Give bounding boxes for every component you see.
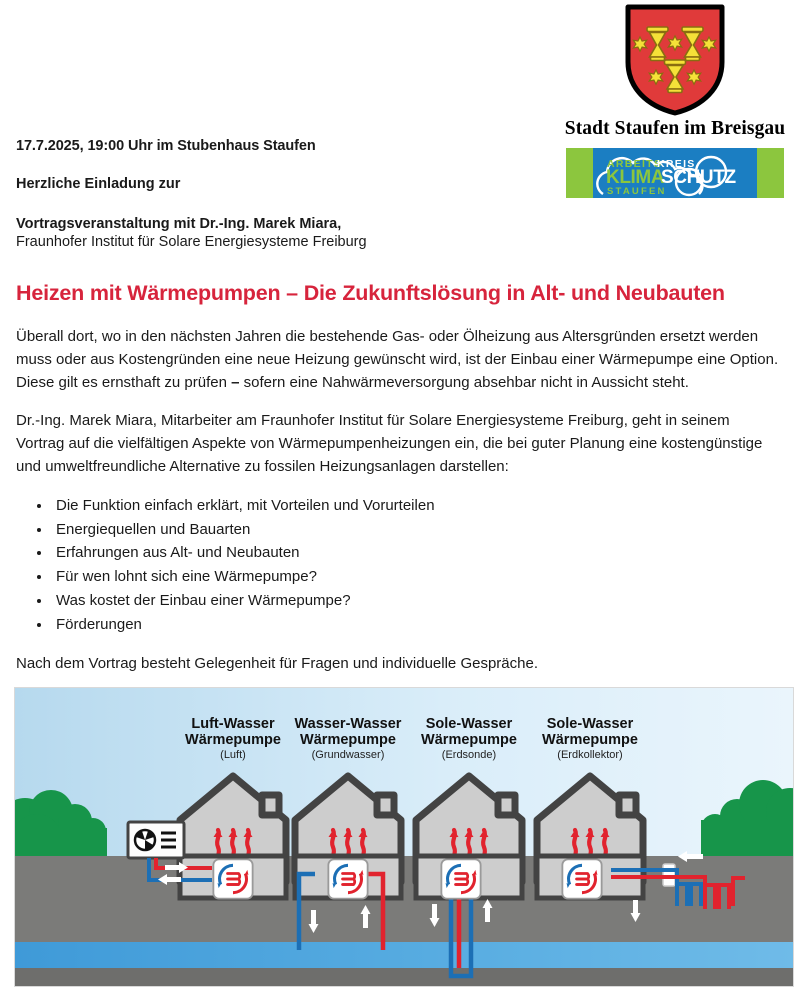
city-coat-of-arms: [625, 4, 725, 116]
speaker-paragraph: Dr.-Ing. Marek Miara, Mitarbeiter am Fraunhofer Institut für Solare Energiesysteme Freiburg, geht in seinem Vortrag auf die vielfältigen Aspekte von Wärmepumpenheizungen ein, die bei guter Planung eine kostengünstige und umweltfreundliche Alternative zu fossilen Heizungsanlagen darstellen:: [16, 412, 763, 475]
heat-pump-icon-4: [562, 859, 601, 898]
crest-icon: [625, 4, 725, 116]
system-title-2b: Wärmepumpe: [300, 732, 396, 748]
invitation-line: Herzliche Einladung zur: [16, 176, 181, 192]
system-title-3a: Sole-Wasser: [425, 716, 513, 732]
intro-paragraph-dash: –: [231, 373, 240, 391]
list-item: Energiequellen und Bauarten: [16, 519, 792, 542]
list-item: Für wen lohnt sich eine Wärmepumpe?: [16, 566, 792, 589]
svg-text:KLIMA: KLIMA: [606, 167, 665, 188]
topic-list: [16, 495, 792, 637]
list-item: Was kostet der Einbau einer Wärmepumpe?: [16, 590, 792, 613]
system-title-1b: Wärmepumpe: [185, 732, 281, 748]
system-title-2a: Wasser-Wasser: [294, 716, 402, 732]
intro-paragraph: [16, 326, 780, 394]
speaker-headline: Vortragsveranstaltung mit Dr.-Ing. Marek Miara,: [16, 216, 342, 232]
flyer-text-content: [16, 138, 792, 675]
intro-paragraph-part-a: Überall dort, wo in den nächsten Jahren die bestehende Gas- oder Ölheizung aus Altersgründen ersetzt werden muss oder aus Kostengründen eine neue Heizung gewünscht wird, ist der Einbau einer Wärmepumpe eine Option. Diese gilt es ernsthaft zu prüfen: [16, 328, 779, 391]
system-source-2: (Grundwasser): [311, 749, 385, 761]
aquifer-layer: [15, 942, 793, 968]
event-date-line: 17.7.2025, 19:00 Uhr im Stubenhaus Staufen: [16, 138, 316, 154]
system-title-3b: Wärmepumpe: [421, 732, 517, 748]
list-item: Erfahrungen aus Alt- und Neubauten: [16, 542, 792, 565]
svg-text:STAUFEN: STAUFEN: [607, 186, 667, 197]
system-title-4b: Wärmepumpe: [542, 732, 638, 748]
heat-pump-diagram: [14, 687, 794, 987]
svg-text:KREIS: KREIS: [657, 158, 696, 170]
svg-text:ARBEITS: ARBEITS: [607, 158, 663, 170]
list-item: Förderungen: [16, 614, 792, 637]
system-source-1: (Luft): [220, 749, 246, 761]
system-title-1a: Luft-Wasser: [191, 716, 275, 732]
page-title: Heizen mit Wärmepumpen – Die Zukunftslösung in Alt- und Neubauten: [16, 281, 725, 305]
heat-pump-icon-1: [213, 859, 252, 898]
system-source-3: (Erdsonde): [441, 749, 497, 761]
heat-pump-diagram-svg: [15, 688, 793, 986]
system-source-4: (Erdkollektor): [557, 749, 623, 761]
heat-pump-icon-3: [441, 859, 480, 898]
system-title-4a: Sole-Wasser: [546, 716, 634, 732]
list-item: Die Funktion einfach erklärt, mit Vorteilen und Vorurteilen: [16, 495, 792, 518]
closing-paragraph: Nach dem Vortrag besteht Gelegenheit für Fragen und individuelle Gespräche.: [16, 654, 538, 672]
bedrock-layer: [15, 968, 793, 986]
heat-pump-icon-2: [328, 859, 367, 898]
speaker-affiliation: Fraunhofer Institut für Solare Energiesysteme Freiburg: [16, 234, 367, 250]
intro-paragraph-part-b: sofern eine Nahwärmeversorgung absehbar nicht in Aussicht steht.: [239, 373, 689, 391]
city-name-label: Stadt Staufen im Breisgau: [564, 118, 786, 139]
svg-text:SCHUTZ: SCHUTZ: [661, 167, 736, 188]
